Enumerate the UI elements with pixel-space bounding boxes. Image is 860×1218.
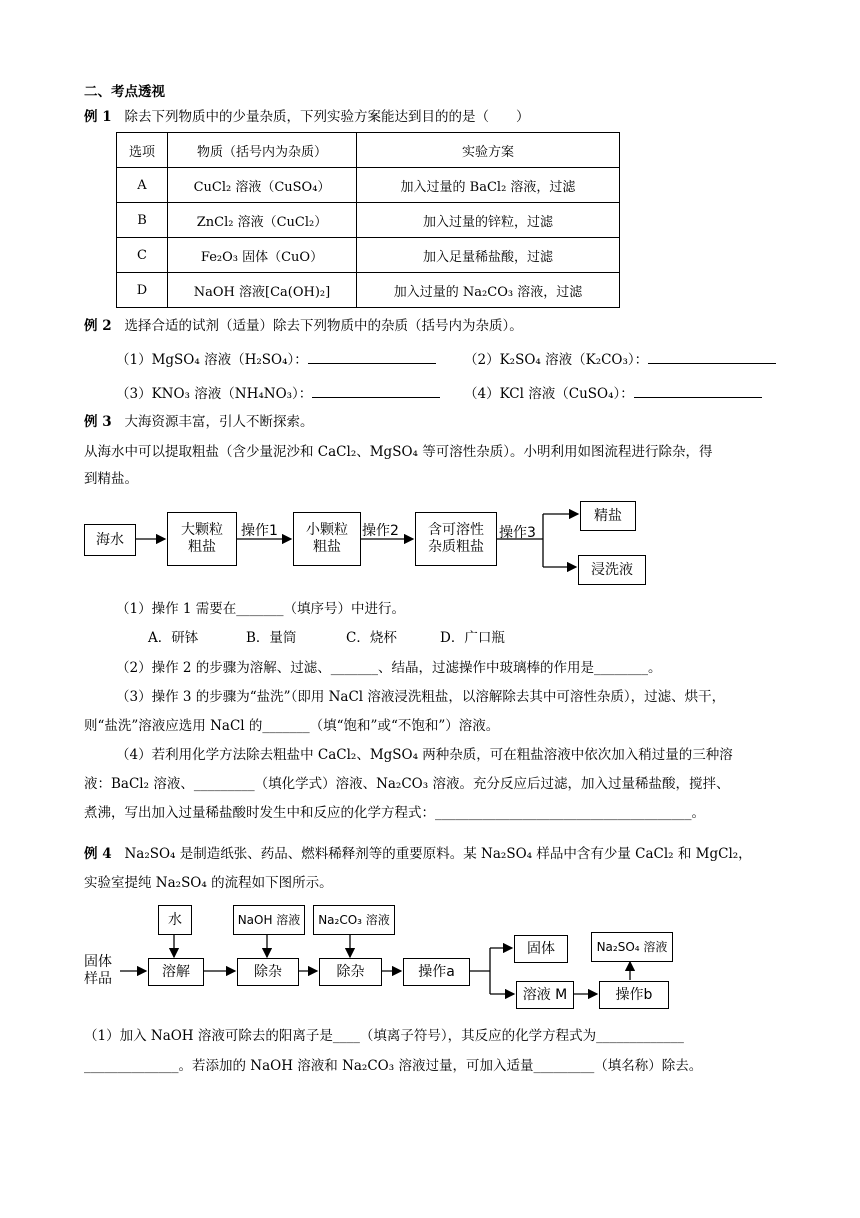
flow-op2-label: 操作2 — [362, 523, 399, 539]
flow-box-op-b — [599, 981, 669, 1009]
flow-solid-sample-label — [84, 954, 112, 988]
box-label: 水 — [168, 911, 182, 928]
solid-sample-line: 样品 — [84, 970, 112, 987]
example-1-text: 除去下列物质中的少量杂质，下列实验方案能达到目的的是（ ） — [124, 109, 530, 125]
flow-box-na2so4 — [591, 932, 673, 962]
example-4-q1-line-1: （1）加入 NaOH 溶液可除去的阳离子是____（填离子符号），其反应的化学方程式为_____________ — [84, 1028, 684, 1044]
box-label: 除杂 — [336, 963, 365, 980]
example-1-label: 例 1 — [84, 109, 112, 125]
example-3-text: 大海资源丰富，引人不断探索。 — [124, 414, 314, 430]
box-label: 杂质粗盐 — [428, 539, 484, 555]
flow-op3-label: 操作3 — [499, 525, 536, 541]
table-header-cell: 物质（括号内为杂质） — [168, 133, 357, 168]
box-label: 大颗粒 — [181, 522, 223, 539]
table-cell: 加入过量的 BaCl₂ 溶液，过滤 — [357, 168, 620, 203]
box-label: 海水 — [96, 531, 124, 548]
flow-box-dissolve — [148, 958, 204, 986]
item-label: （3）KNO₃ 溶液（NH₄NO₃）： — [116, 386, 313, 402]
box-label: 粗盐 — [188, 539, 216, 555]
flow-box-seawater — [84, 524, 136, 556]
flow-box-coarse-big — [167, 512, 237, 566]
example-4-line-1 — [84, 842, 752, 862]
box-label: 浸洗液 — [591, 561, 633, 578]
example-3-q4-line-3: 煮沸，写出加入过量稀盐酸时发生中和反应的化学方程式：______________________________________。 — [84, 805, 705, 821]
example-4-line-2: 实验室提纯 Na₂SO₄ 的流程如下图所示。 — [84, 875, 333, 891]
solid-sample-line: 固体 — [84, 954, 112, 970]
example-3-q1-option-d: D．广口瓶 — [440, 630, 505, 646]
example-3-q3-line-2: 则“盐洗”溶液应选用 NaCl 的_______（填“饱和”或“不饱和”）溶液。 — [84, 718, 500, 734]
item-label: （2）K₂SO₄ 溶液（K₂CO₃）： — [464, 352, 649, 368]
flow-box-solid — [514, 935, 568, 963]
section-title: 二、考点透视 — [84, 84, 165, 100]
table-cell: D — [117, 273, 168, 308]
table-cell: 加入足量稀盐酸，过滤 — [357, 238, 620, 273]
box-label: 溶解 — [162, 963, 190, 980]
flow-box-naoh — [233, 905, 305, 935]
box-label: 除杂 — [254, 963, 282, 980]
example-3-q3-line-1: （3）操作 3 的步骤为“盐洗”（即用 NaCl 溶液浸洗粗盐，以溶解除去其中可溶性杂质），过滤、烘干， — [116, 689, 726, 705]
example-3-line-2: 到精盐。 — [84, 471, 138, 487]
flow-box-na2co3 — [313, 905, 395, 935]
example-3-line-1: 从海水中可以提取粗盐（含少量泥沙和 CaCl₂、MgSO₄ 等可溶性杂质）。小明利用如图流程进行除杂，得 — [84, 444, 713, 460]
table-cell: 加入过量的锌粒，过滤 — [357, 203, 620, 238]
flow-box-water — [158, 905, 192, 935]
flow-op1-label: 操作1 — [241, 523, 278, 539]
box-label: 操作a — [418, 963, 455, 980]
box-label: 精盐 — [594, 507, 622, 524]
flow-box-op-a — [403, 958, 470, 986]
table-cell: 加入过量的 Na₂CO₃ 溶液，过滤 — [357, 273, 620, 308]
flow-box-remove-1 — [237, 958, 299, 986]
example-3-q2: （2）操作 2 的步骤为溶解、过滤、_______、结晶，过滤操作中玻璃棒的作用是________。 — [116, 660, 662, 676]
table-header-cell: 实验方案 — [357, 133, 620, 168]
box-label: NaOH 溶液 — [237, 912, 301, 927]
item-label: （4）KCl 溶液（CuSO₄）： — [464, 386, 634, 402]
box-label: 操作b — [615, 986, 653, 1003]
flow-box-soluble-impurity — [415, 512, 497, 566]
table-cell: ZnCl₂ 溶液（CuCl₂） — [168, 203, 357, 238]
example-2-label: 例 2 — [84, 318, 112, 334]
example-3-q4-line-2: 液：BaCl₂ 溶液、_________（填化学式）溶液、Na₂CO₃ 溶液。充分反应后过滤，加入过量稀盐酸，搅拌、 — [84, 776, 730, 792]
example-3-q1-option-c: C．烧杯 — [346, 630, 397, 646]
example-4-q1-line-2: ______________。若添加的 NaOH 溶液和 Na₂CO₃ 溶液过量，可加入适量_________（填名称）除去。 — [84, 1058, 703, 1074]
item-label: （1）MgSO₄ 溶液（H₂SO₄）： — [116, 352, 308, 368]
box-label: 小颗粒 — [306, 522, 348, 539]
example-2-text: 选择合适的试剂（适量）除去下列物质中的杂质（括号内为杂质）。 — [124, 318, 523, 334]
example-3-label: 例 3 — [84, 414, 112, 430]
flow-box-coarse-small — [293, 512, 361, 566]
example-3-q1-option-a: A．研钵 — [148, 630, 199, 646]
table-cell: Fe₂O₃ 固体（CuO） — [168, 238, 357, 273]
table-cell: A — [117, 168, 168, 203]
flow-box-wash-liquid — [578, 555, 646, 585]
box-label: 溶液 M — [522, 986, 568, 1003]
table-header-cell: 选项 — [117, 133, 168, 168]
box-label: 含可溶性 — [428, 522, 484, 539]
example-4-label: 例 4 — [84, 846, 112, 862]
box-label: Na₂CO₃ 溶液 — [318, 912, 390, 927]
example-4-text: Na₂SO₄ 是制造纸张、药品、燃料稀释剂等的重要原料。某 Na₂SO₄ 样品中含有少量 CaCl₂ 和 MgCl₂， — [124, 846, 752, 862]
flow-box-solution-m — [516, 981, 574, 1009]
box-label: Na₂SO₄ 溶液 — [596, 939, 668, 954]
flow-box-fine-salt — [580, 501, 636, 531]
table-cell: B — [117, 203, 168, 238]
example-3-q1: （1）操作 1 需要在_______（填序号）中进行。 — [116, 601, 406, 617]
table-cell: C — [117, 238, 168, 273]
flow-box-remove-2 — [319, 958, 382, 986]
table-cell: CuCl₂ 溶液（CuSO₄） — [168, 168, 357, 203]
box-label: 粗盐 — [313, 539, 341, 555]
table-cell: NaOH 溶液[Ca(OH)₂] — [168, 273, 357, 308]
box-label: 固体 — [527, 940, 555, 957]
example-3-q4-line-1: （4）若利用化学方法除去粗盐中 CaCl₂、MgSO₄ 两种杂质，可在粗盐溶液中依次加入稍过量的三种溶 — [116, 747, 733, 763]
example-3-q1-option-b: B．量筒 — [246, 630, 297, 646]
